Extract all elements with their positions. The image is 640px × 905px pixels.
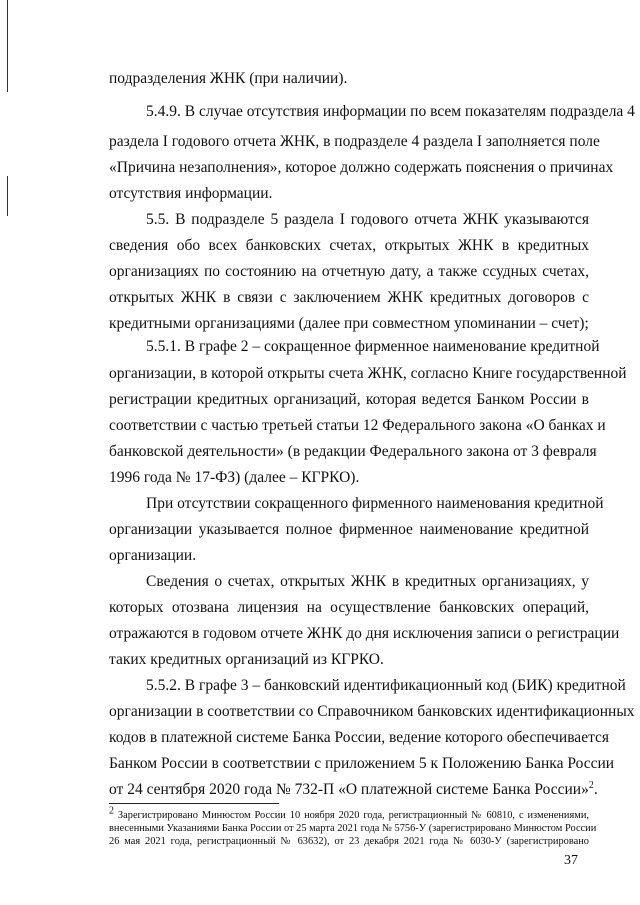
text-line: 1996 года № 17-ФЗ) (далее – КГРКО). [109, 469, 360, 486]
text-line-with-footnote-ref [109, 779, 598, 800]
footnote-text: Зарегистрировано Минюстом России 10 ноября 2020 года, регистрационный № 60810, с изменениями, [114, 810, 589, 821]
text-line: сведения обо всех банковских счетах, открытых ЖНК в кредитных [109, 237, 589, 254]
text-line: 5.5. В подразделе 5 раздела I годового отчета ЖНК указываются [146, 211, 589, 228]
text-line: раздела I годового отчета ЖНК, в подразделе 4 раздела I заполняется поле [109, 133, 600, 150]
text-line: кодов в платежной системе Банка России, ведение которого обеспечивается [109, 729, 610, 746]
text-line: При отсутствии сокращенного фирменного наименования кредитной [146, 495, 604, 512]
text-line: открытых ЖНК в связи с заключением ЖНК кредитных договоров с [109, 289, 589, 306]
footnote-separator [109, 803, 279, 804]
text-line: Банком России в соответствии с приложением 5 к Положению Банка России [109, 755, 615, 772]
margin-scan-mark [7, 176, 8, 216]
text-line: банковской деятельности» (в редакции Федерального закона от 3 февраля [109, 443, 597, 460]
text-line: организации. [109, 547, 197, 564]
footnote-marker: 2 [109, 805, 114, 817]
footnote-reference[interactable]: 2 [588, 779, 594, 791]
footnote-line: внесенными Указаниями Банка России от 25 марта 2021 года № 5756-У (зарегистрировано Минюстом России [109, 823, 597, 834]
text-line: кредитными организациями (далее при совместном упоминании – счет); [109, 315, 589, 332]
text-line: регистрации кредитных организаций, которая ведется Банком России в [109, 391, 589, 408]
page-number: 37 [564, 853, 578, 868]
text-line: организации в соответствии со Справочником банковских идентификационных [109, 703, 635, 720]
text-line: от 24 сентября 2020 года № 732-П «О платежной системе Банка России» [109, 781, 589, 798]
text-line: 5.5.2. В графе 3 – банковский идентификационный код (БИК) кредитной [146, 677, 626, 694]
footnote-line [109, 805, 589, 822]
margin-scan-mark [7, 0, 8, 92]
text-line: организациях по состоянию на отчетную дату, а также ссудных счетах, [109, 263, 589, 280]
footnote-line: 26 мая 2021 года, регистрационный № 63632), от 23 декабря 2021 года № 6030-У (зарегистрировано [109, 836, 589, 847]
text-line: которых отозвана лицензия на осуществление банковских операций, [109, 599, 589, 616]
text-line: организации указывается полное фирменное наименование кредитной [109, 521, 589, 538]
text-line: Сведения о счетах, открытых ЖНК в кредитных организациях, у [146, 573, 589, 590]
period: . [593, 781, 598, 798]
text-line: подразделения ЖНК (при наличии). [109, 70, 348, 87]
text-line: «Причина незаполнения», которое должно содержать пояснения о причинах [109, 159, 614, 176]
text-line: таких кредитных организаций из КГРКО. [109, 651, 384, 668]
text-line: 5.4.9. В случае отсутствия информации по всем показателям подраздела 4 [146, 103, 635, 120]
text-line: отсутствия информации. [109, 185, 273, 202]
text-line: отражаются в годовом отчете ЖНК до дня исключения записи о регистрации [109, 625, 620, 642]
text-line: 5.5.1. В графе 2 – сокращенное фирменное наименование кредитной [146, 338, 600, 355]
text-line: организации, в которой открыты счета ЖНК, согласно Книге государственной [109, 365, 627, 382]
text-line: соответствии с частью третьей статьи 12 Федерального закона «О банках и [109, 417, 606, 434]
